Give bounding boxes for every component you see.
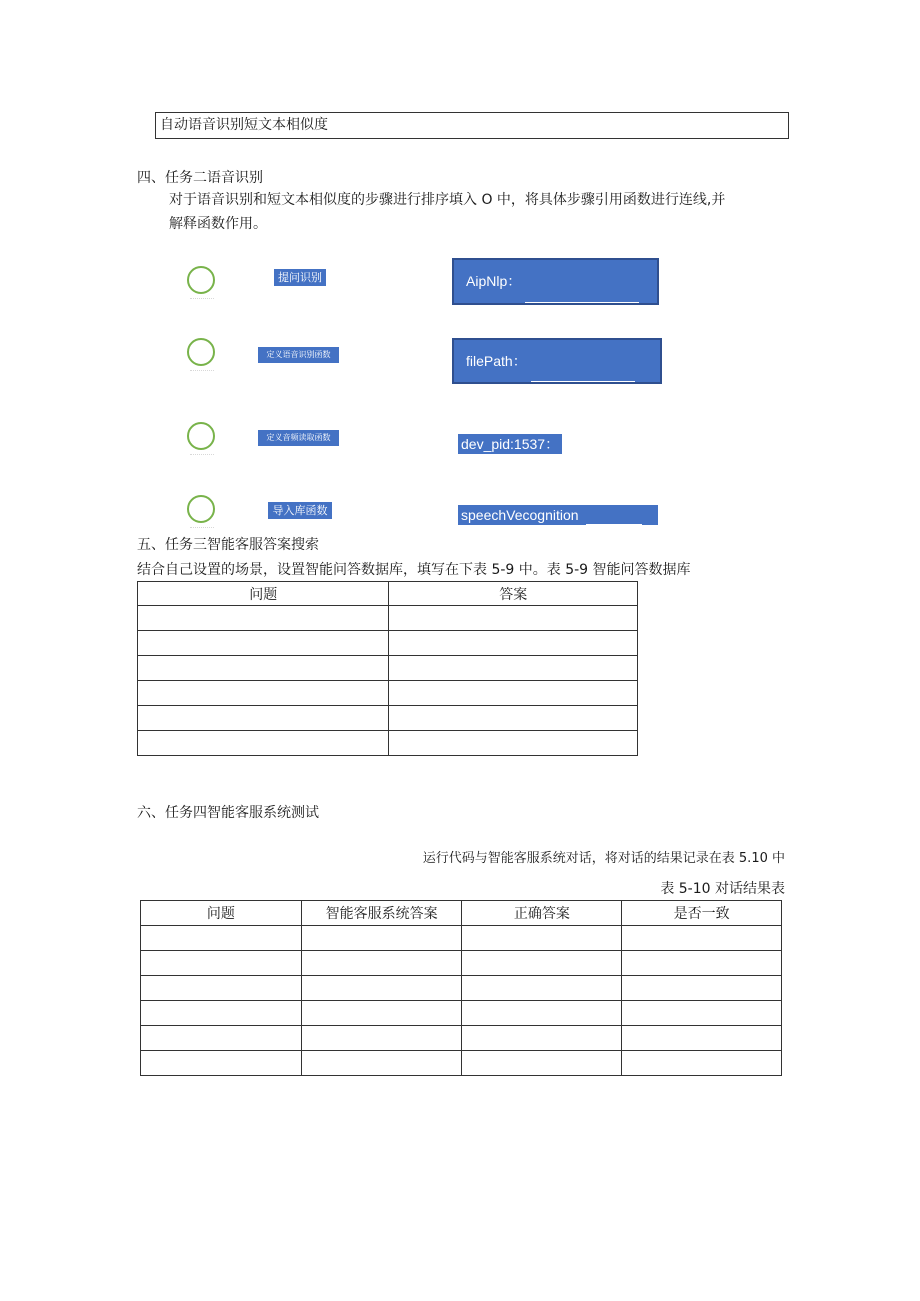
dialogue-result-table: [140, 900, 782, 1076]
blank-line[interactable]: [525, 276, 639, 303]
table-row: [141, 1026, 782, 1051]
table-row: [141, 1001, 782, 1026]
table-row: [138, 706, 638, 731]
order-circle-2[interactable]: [187, 338, 215, 366]
table-row: [138, 656, 638, 681]
table-row: [141, 976, 782, 1001]
table-header-consistent: 是否一致: [622, 901, 782, 926]
table-row: [141, 926, 782, 951]
table-row: [141, 1051, 782, 1076]
section4-heading: 四、任务二语音识别: [137, 170, 263, 186]
table-row: [141, 951, 782, 976]
section4-instruction-line1: 对于语音识别和短文本相似度的步骤进行排序填入 O 中，将具体步骤引用函数进行连线,并: [169, 192, 726, 208]
table-header-correct-answer: 正确答案: [462, 901, 622, 926]
table-header-question: 问题: [141, 901, 302, 926]
param-box-filepath: [452, 338, 662, 384]
step-label-4: 导入库函数: [268, 502, 332, 519]
order-circle-1[interactable]: [187, 266, 215, 294]
param-box-aipnlp: [452, 258, 659, 305]
section5-instruction: 结合自己设置的场景，设置智能问答数据库，填写在下表 5-9 中。表 5-9 智能问答数据库: [137, 562, 691, 578]
section6-heading: 六、任务四智能客服系统测试: [137, 805, 319, 821]
step-label-2: 定义语音识别函数: [258, 347, 339, 363]
table-row: [138, 731, 638, 756]
step-label-1: 提问识别: [274, 269, 326, 286]
table-header-answer: 答案: [389, 582, 638, 606]
section6-instruction: 运行代码与智能客服系统对话，将对话的结果记录在表 5.10 中: [422, 851, 785, 866]
param-text-1: AipNlp：: [466, 273, 522, 289]
table-header-system-answer: 智能客服系统答案: [301, 901, 462, 926]
order-circle-3[interactable]: [187, 422, 215, 450]
blank-line[interactable]: [586, 510, 642, 525]
param-dev-pid: dev_pid:1537：: [458, 434, 562, 454]
topic-text: 自动语音识别短文本相似度: [160, 117, 328, 133]
section5-heading: 五、任务三智能客服答案搜索: [137, 537, 319, 553]
param-text-2: filePath：: [466, 353, 527, 369]
section4-instruction-line2: 解释函数作用。: [169, 216, 267, 232]
topic-box: [155, 112, 789, 139]
step-label-3: 定义音频读取函数: [258, 430, 339, 446]
table-row: [138, 631, 638, 656]
table-row: [138, 681, 638, 706]
param-speech: [458, 505, 658, 525]
table-row: [138, 606, 638, 631]
table-caption: 表 5-10 对话结果表: [660, 881, 785, 897]
order-circle-4[interactable]: [187, 495, 215, 523]
param-text-4: speechVecognition: [461, 507, 579, 523]
table-header-question: 问题: [138, 582, 389, 606]
qa-database-table: [137, 581, 638, 756]
blank-line[interactable]: [531, 355, 635, 382]
